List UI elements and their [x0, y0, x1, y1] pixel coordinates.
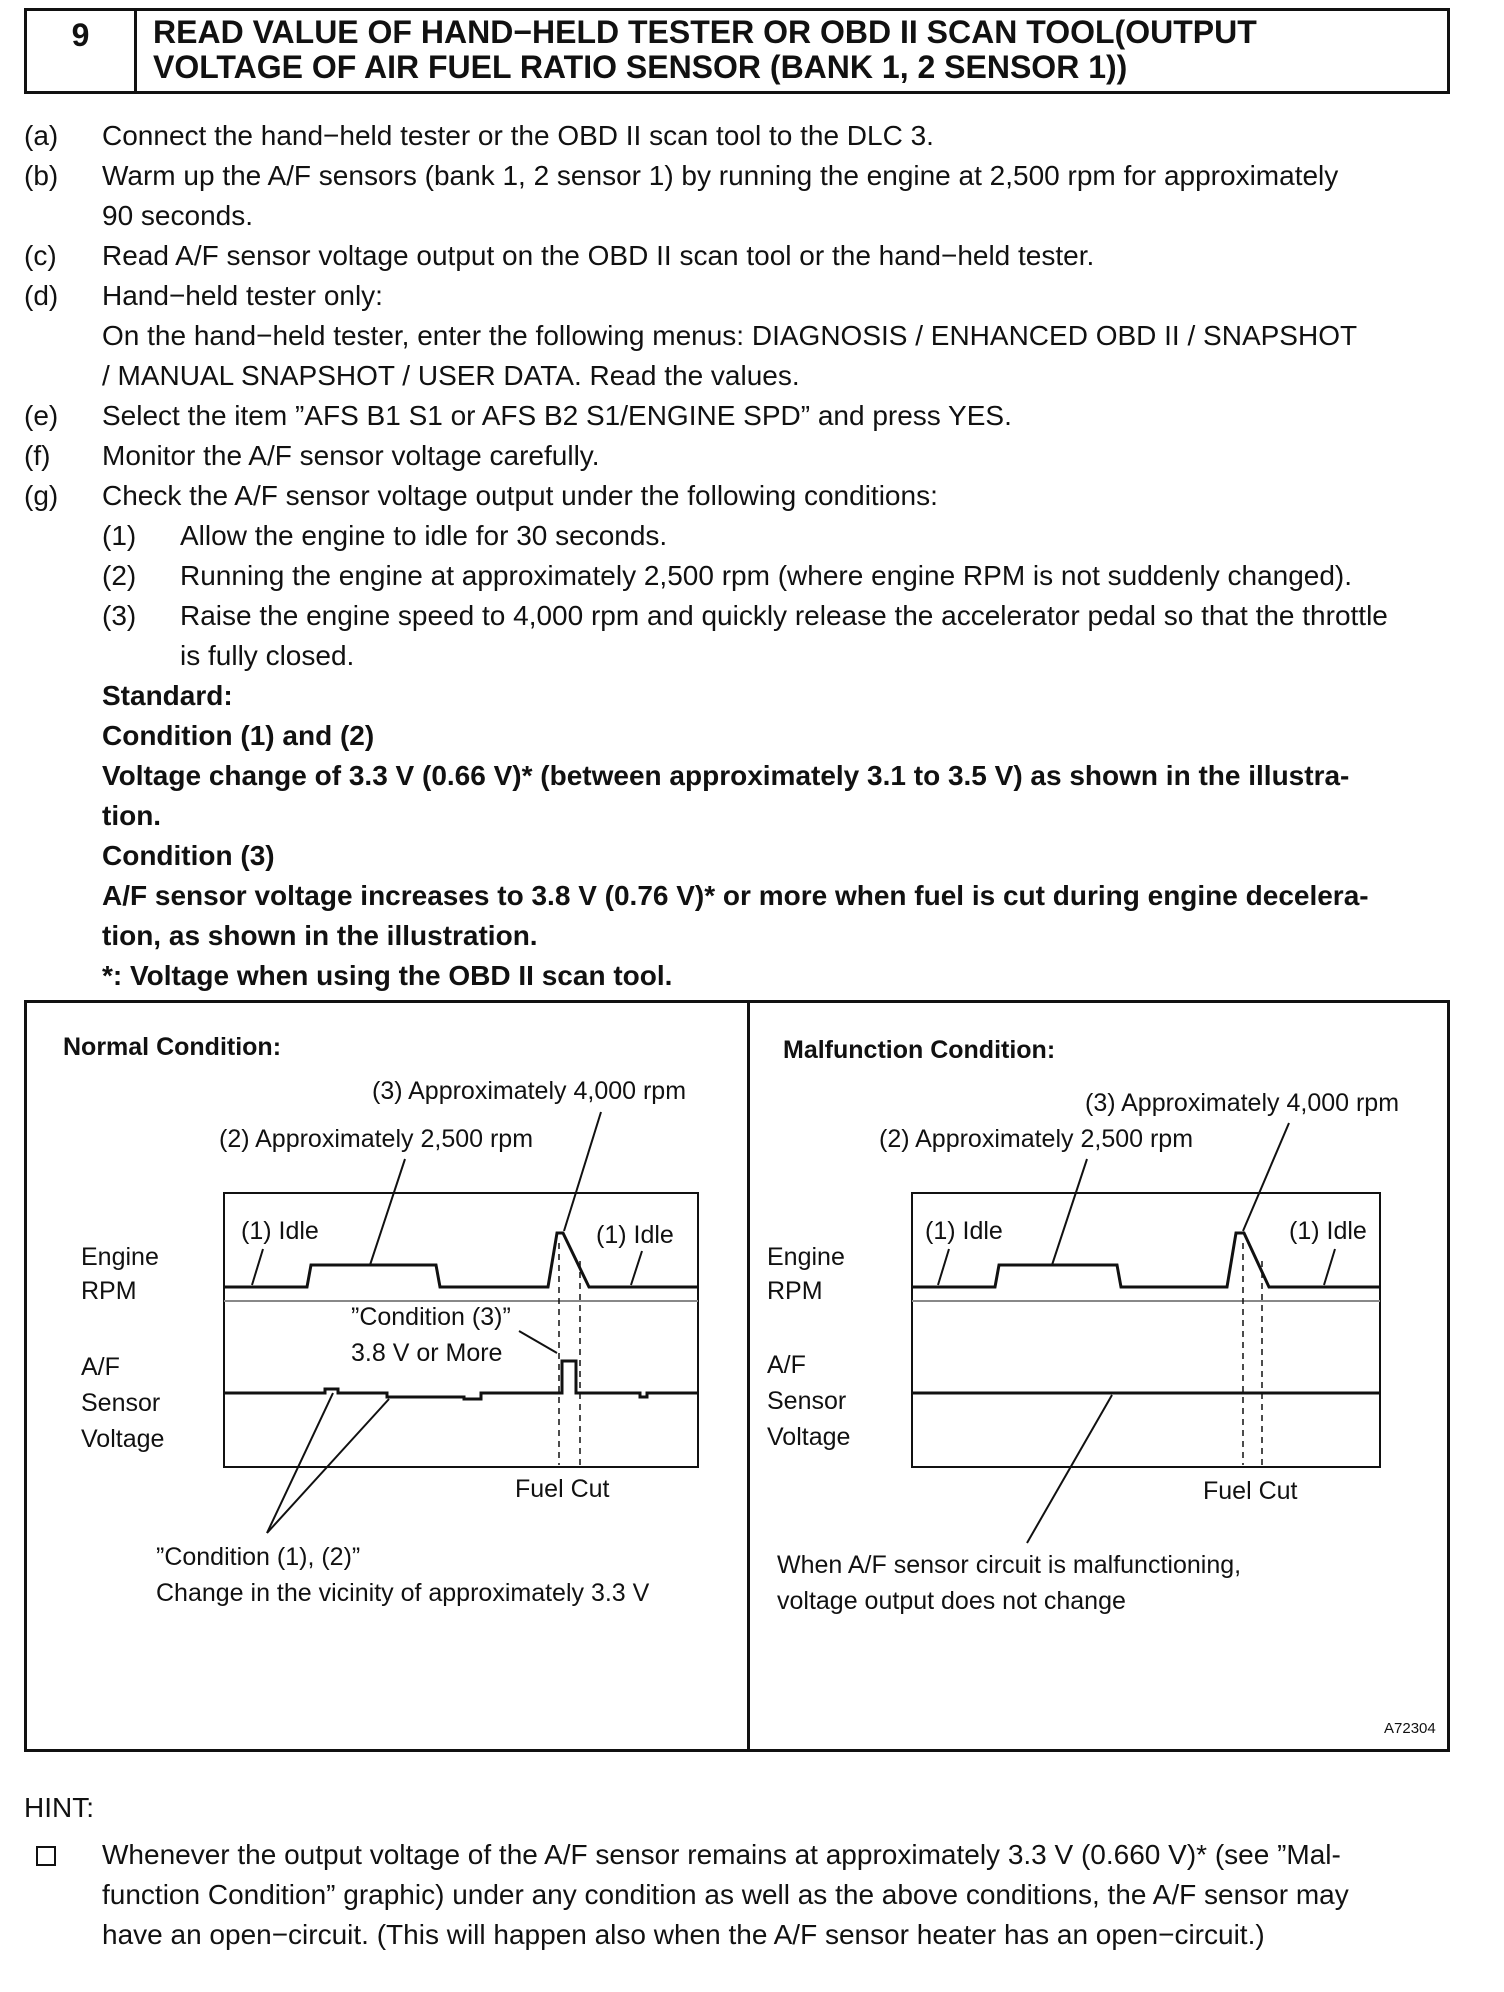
- malfunction-idle-left-label: (1) Idle: [925, 1217, 1003, 1245]
- condition-12-text: tion.: [102, 800, 162, 831]
- item-label: (g): [24, 480, 59, 511]
- sub-item: [0, 516, 1504, 556]
- sub-item-text: is fully closed.: [180, 640, 355, 671]
- malfunction-leader-idle-right: [1324, 1249, 1335, 1285]
- sub-item-text: Running the engine at approximately 2,500 rpm (where engine RPM is not suddenly changed).: [180, 560, 1353, 591]
- normal-fuel-cut-label: Fuel Cut: [515, 1475, 610, 1503]
- hint-line-3: have an open−circuit. (This will happen also when the A/F sensor heater has an open−circuit.): [102, 1919, 1265, 1950]
- sub-item-continued: [0, 636, 1504, 676]
- item-label: (b): [24, 160, 59, 191]
- hint-line-1: Whenever the output voltage of the A/F sensor remains at approximately 3.3 V (0.660 V)* (see ”Mal-: [102, 1839, 1341, 1870]
- illustration-svg: [27, 1003, 1447, 1749]
- normal-engine-label: Engine: [81, 1243, 159, 1271]
- malfunction-sensor-label: Sensor: [767, 1387, 847, 1415]
- list-item: [0, 436, 1504, 476]
- normal-leader-idle-right: [631, 1251, 642, 1285]
- item-text: Check the A/F sensor voltage output under the following conditions:: [102, 480, 938, 511]
- condition-3-text-row: [0, 916, 1504, 956]
- normal-leader-2500: [370, 1159, 405, 1265]
- normal-leader-cond12-a: [267, 1393, 333, 1533]
- list-item: [0, 156, 1504, 196]
- step-title-line-2: VOLTAGE OF AIR FUEL RATIO SENSOR (BANK 1, 2 SENSOR 1)): [153, 49, 1128, 85]
- normal-sensor-label: Sensor: [81, 1389, 161, 1417]
- item-text: Warm up the A/F sensors (bank 1, 2 sensor 1) by running the engine at 2,500 rpm for approximately: [102, 160, 1339, 191]
- item-text: / MANUAL SNAPSHOT / USER DATA. Read the values.: [102, 360, 800, 391]
- malfunction-engine-label: Engine: [767, 1243, 845, 1271]
- step-number: 9: [27, 11, 137, 91]
- item-text: Hand−held tester only:: [102, 280, 383, 311]
- malfunction-idle-right-label: (1) Idle: [1289, 1217, 1367, 1245]
- list-item: [0, 476, 1504, 516]
- sub-item: [0, 596, 1504, 636]
- normal-cond3-value: 3.8 V or More: [351, 1339, 503, 1367]
- malfunction-leader-note: [1027, 1395, 1112, 1543]
- malfunction-voltage-label: Voltage: [767, 1423, 851, 1451]
- malfunction-label-2500: (2) Approximately 2,500 rpm: [879, 1125, 1194, 1153]
- list-item-continued: [0, 356, 1504, 396]
- item-text: 90 seconds.: [102, 200, 253, 231]
- normal-cond12-label: ”Condition (1), (2)”: [156, 1543, 361, 1571]
- list-item: [0, 116, 1504, 156]
- malfunction-rpm-label: RPM: [767, 1277, 823, 1305]
- sub-item-text: Raise the engine speed to 4,000 rpm and quickly release the accelerator pedal so that the throttle: [180, 600, 1388, 631]
- condition-3-text: A/F sensor voltage increases to 3.8 V (0.76 V)* or more when fuel is cut during engine decelera-: [102, 880, 1369, 911]
- item-label: (a): [24, 120, 59, 151]
- normal-label-4000: (3) Approximately 4,000 rpm: [372, 1077, 687, 1105]
- normal-leader-4000: [564, 1112, 601, 1231]
- normal-af-label: A/F: [81, 1353, 120, 1381]
- malfunction-note-line-1: When A/F sensor circuit is malfunctioning,: [777, 1551, 1242, 1579]
- sub-item-label: (1): [102, 520, 137, 551]
- hint-bullet-box: [36, 1846, 56, 1866]
- normal-idle-left-label: (1) Idle: [241, 1217, 319, 1245]
- sub-item-label: (2): [102, 560, 137, 591]
- normal-rpm-label: RPM: [81, 1277, 137, 1305]
- list-item: [0, 236, 1504, 276]
- standard-heading: Standard:: [102, 680, 233, 711]
- condition-3-heading: Condition (3): [102, 840, 275, 871]
- sub-item: [0, 556, 1504, 596]
- item-label: (c): [24, 240, 57, 271]
- item-text: Read A/F sensor voltage output on the OBD II scan tool or the hand−held tester.: [102, 240, 1095, 271]
- item-text: Monitor the A/F sensor voltage carefully.: [102, 440, 600, 471]
- item-text: Select the item ”AFS B1 S1 or AFS B2 S1/ENGINE SPD” and press YES.: [102, 400, 1012, 431]
- normal-leader-cond3: [519, 1331, 557, 1353]
- malfunction-condition-title: Malfunction Condition:: [783, 1036, 1056, 1064]
- footnote-row: [0, 956, 1504, 996]
- malfunction-note-line-2: voltage output does not change: [777, 1587, 1126, 1615]
- item-label: (f): [24, 440, 51, 471]
- normal-cond3-label: ”Condition (3)”: [351, 1303, 511, 1331]
- normal-label-2500: (2) Approximately 2,500 rpm: [219, 1125, 534, 1153]
- normal-condition-title: Normal Condition:: [63, 1033, 282, 1061]
- condition-12-heading-row: [0, 716, 1504, 756]
- step-header: [24, 8, 1450, 94]
- malfunction-leader-2500: [1052, 1159, 1087, 1265]
- step-title-line-1: READ VALUE OF HAND−HELD TESTER OR OBD II SCAN TOOL(OUTPUT: [153, 14, 1257, 50]
- normal-idle-right-label: (1) Idle: [596, 1221, 674, 1249]
- sub-item-text: Allow the engine to idle for 30 seconds.: [180, 520, 668, 551]
- condition-12-text-row: [0, 796, 1504, 836]
- condition-12-text-row: [0, 756, 1504, 796]
- list-item-continued: [0, 316, 1504, 356]
- figure-code: A72304: [1384, 1720, 1436, 1737]
- item-text: On the hand−held tester, enter the following menus: DIAGNOSIS / ENHANCED OBD II / SNAPSHOT: [102, 320, 1358, 351]
- malfunction-label-4000: (3) Approximately 4,000 rpm: [1085, 1089, 1400, 1117]
- list-item-continued: [0, 196, 1504, 236]
- hint-text: [102, 1835, 1452, 1955]
- normal-voltage-label: Voltage: [81, 1425, 165, 1453]
- procedure-list: [0, 116, 1504, 996]
- normal-cond12-note: Change in the vicinity of approximately 3.3 V: [156, 1579, 650, 1607]
- sub-item-label: (3): [102, 600, 137, 631]
- condition-12-text: Voltage change of 3.3 V (0.66 V)* (between approximately 3.1 to 3.5 V) as shown in the illustra-: [102, 760, 1350, 791]
- normal-leader-idle-left: [252, 1249, 263, 1285]
- footnote: *: Voltage when using the OBD II scan tool.: [102, 960, 673, 991]
- hint-line-2: function Condition” graphic) under any condition as well as the above conditions, the A/F sensor may: [102, 1879, 1349, 1910]
- list-item: [0, 396, 1504, 436]
- malfunction-leader-4000: [1243, 1123, 1289, 1231]
- item-label: (e): [24, 400, 59, 431]
- standard-heading-row: [0, 676, 1504, 716]
- step-title: [153, 15, 1437, 85]
- malfunction-af-label: A/F: [767, 1351, 806, 1379]
- malfunction-leader-idle-left: [938, 1249, 949, 1285]
- condition-3-text-row: [0, 876, 1504, 916]
- item-text: Connect the hand−held tester or the OBD II scan tool to the DLC 3.: [102, 120, 934, 151]
- illustration-frame: [24, 1000, 1450, 1752]
- condition-12-heading: Condition (1) and (2): [102, 720, 375, 751]
- condition-3-heading-row: [0, 836, 1504, 876]
- condition-3-text: tion, as shown in the illustration.: [102, 920, 538, 951]
- hint-heading: HINT:: [24, 1792, 94, 1823]
- malfunction-fuel-cut-label: Fuel Cut: [1203, 1477, 1298, 1505]
- list-item: [0, 276, 1504, 316]
- item-label: (d): [24, 280, 59, 311]
